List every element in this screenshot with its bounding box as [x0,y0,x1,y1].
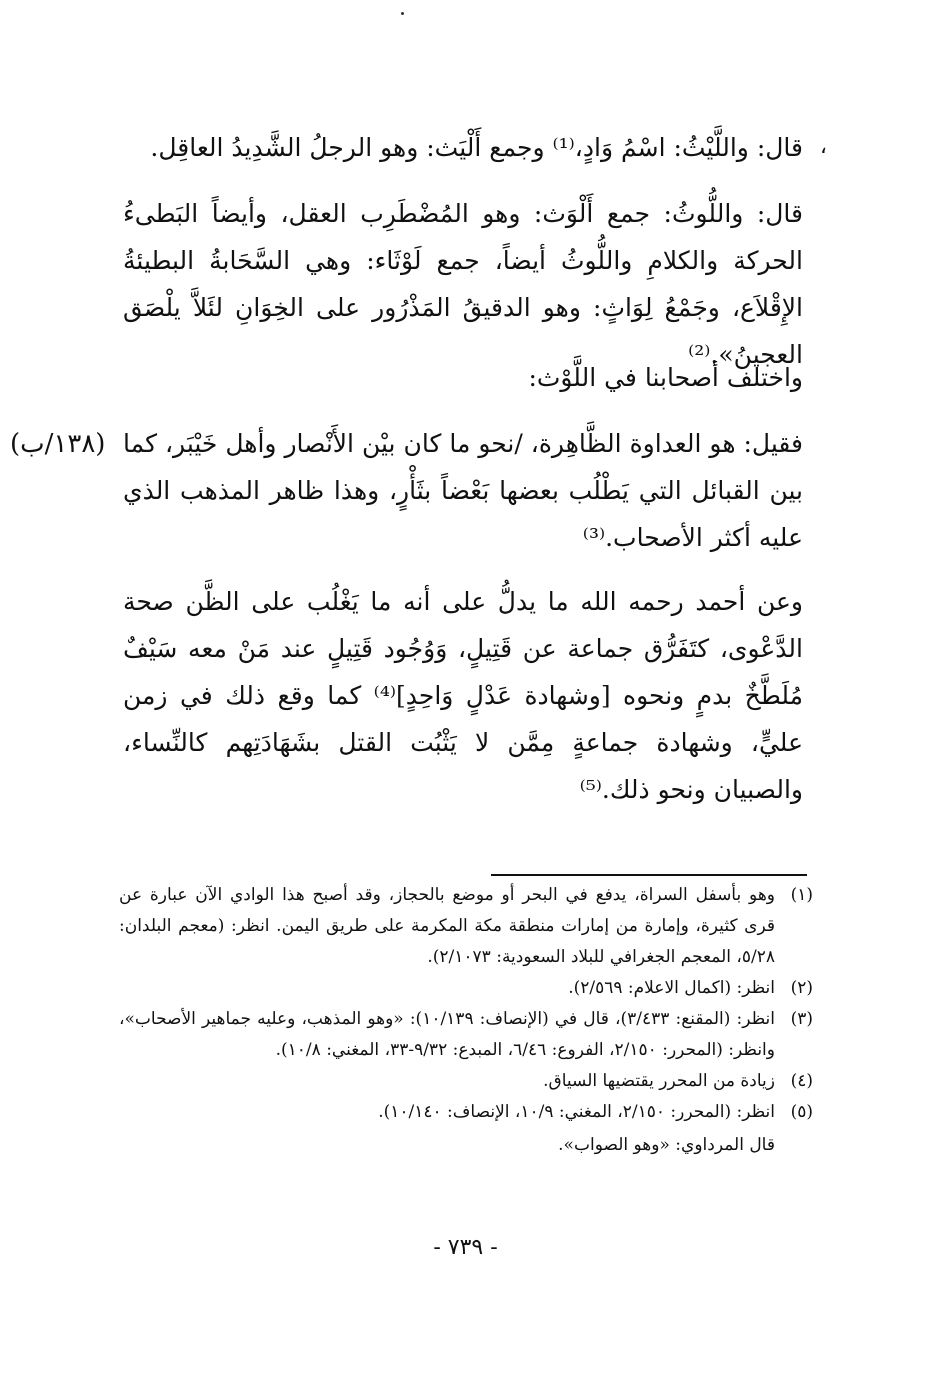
footnote-text: انظر: (المحرر: ٢/١٥٠، المغني: ١٠/٩، الإنصاف: ١٠/١٤٠). [378,1102,775,1122]
footnote-text: وهو بأسفل السراة، يدفع في البحر أو موضع بالحجاز، وقد أصبح هذا الوادي الآن عبارة عن قرى كثيرة، وإمارة من إمارات منطقة مكة المكرمة على طريق اليمن. انظر: (معجم البلدان: ٥/٢٨، المعجم الجغرافي للبلاد السعودية: ٢/١٠٧٣). [119,885,775,967]
footnote-number: (١) [790,885,813,905]
footnote-separator [491,874,807,876]
footnote-1 [119,880,813,973]
footnote-number: (٣) [790,1009,813,1029]
footnote-number: (٥) [790,1102,813,1122]
footnote-5 [119,1097,813,1128]
paragraph-2: قال: واللُّوثُ: جمع أَلْوَث: وهو المُضْطَرِب العقل، وأيضاً البَطىءُ الحركة والكلامِ واللُّوثُ أيضاً، جمع لَوْثَاء: وهي السَّحَابةُ البطيئةُ الإِقْلاَع، وجَمْعُ لِوَاثٍ: وهو الدقيقُ المَذْرُور على الخِوَانِ لئَلاَّ يلْصَق العجينُ».⁽²⁾ [123,199,803,369]
paragraph-5: وعن أحمد رحمه الله ما يدلُّ على أنه ما يَغْلُب على الظَّن صحة الدَّعْوى، كتَفَرُّق جماعة عن قَتِيلٍ، وَوُجُود قَتِيلٍ عند مَنْ معه سَيْفٌ مُلَطَّخٌ بدمٍ ونحوه [وشهادة عَدْلٍ وَاحِدٍ]⁽⁴⁾ كما وقع ذلك في زمن عليٍّ، وشهادة جماعةٍ مِمَّن لا يَثْبُت القتل بشَهَادَتِهم كالنِّساء، والصبيان ونحو ذلك.⁽⁵⁾ [123,587,803,804]
page-number: - ٧٣٩ - [433,1235,498,1260]
footnote-text: زيادة من المحرر يقتضيها السياق. [543,1071,775,1091]
footnote-4 [119,1066,813,1097]
footnote-text: انظر: (المقنع: ٣/٤٣٣)، قال في (الإنصاف: ١٠/١٣٩): «وهو المذهب، وعليه جماهير الأصحاب»، وانظر: (المحرر: ٢/١٥٠، الفروع: ٦/٤٦، المبدع: ٩/٣٢-٣٣، المغني: ١٠/٨). [119,1009,775,1060]
paragraph-4: فقيل: هو العداوة الظَّاهِرة، /نحو ما كان بيْن الأَنْصار وأهل خَيْبَر، كما بين القبائل التي يَطْلُب بعضها بَعْضاً بثَأْرٍ، وهذا ظاهر المذهب الذي عليه أكثر الأصحاب.⁽³⁾ [123,429,803,552]
footnote-text: انظر: (اكمال الاعلام: ٢/٥٦٩). [568,978,775,998]
footnote-5-continuation: قال المرداوي: «وهو الصواب». [558,1135,775,1155]
footnote-number: (٢) [790,978,813,998]
margin-folio-reference: (١٣٨/ب) [10,429,106,459]
footnote-2 [119,973,813,1004]
paragraph-3: واختلف أصحابنا في اللَّوْث: [528,363,803,392]
footnotes [119,880,813,1161]
top-dot [401,12,404,15]
footnote-number: (٤) [790,1071,813,1091]
paragraph-1: قال: واللَّيْثُ: اسْمُ وَادٍ،⁽¹⁾ وجمع أَلْيَث: وهو الرجلُ الشَّدِيدُ العاقِل. [150,133,803,162]
footnote-3 [119,1004,813,1066]
margin-tick-mark: ، [819,134,827,159]
